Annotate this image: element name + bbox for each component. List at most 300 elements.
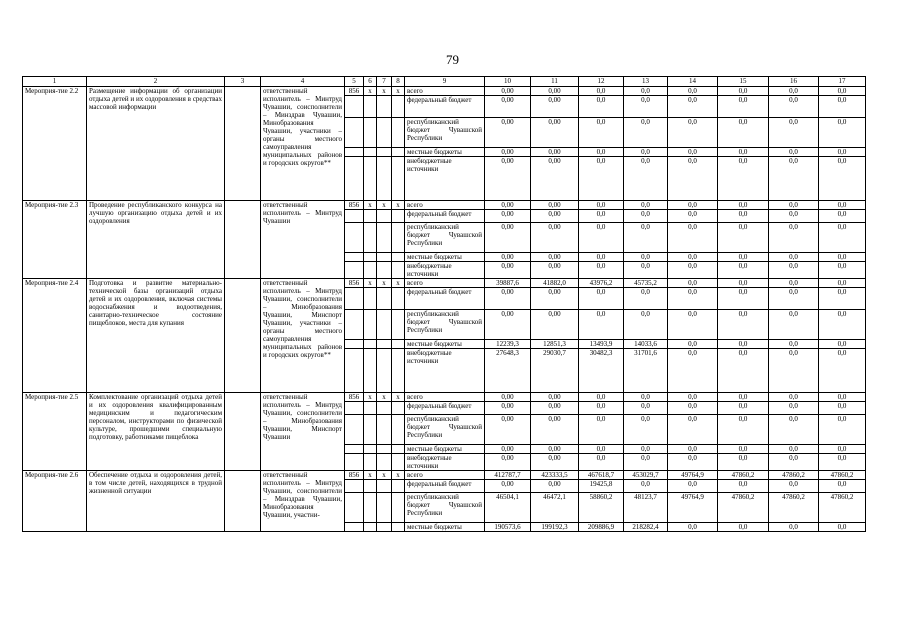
amount-cell: 0,0 (624, 157, 668, 201)
amount-cell: 0,0 (624, 288, 668, 310)
empty-code-cell (392, 493, 405, 523)
empty-code-cell (364, 480, 377, 493)
empty-code-cell (364, 415, 377, 445)
empty-code-cell (364, 349, 377, 393)
amount-cell: 39887,6 (485, 279, 531, 288)
amount-cell: 0,0 (579, 402, 624, 415)
amount-cell: 13493,9 (579, 340, 624, 349)
empty-code-cell (377, 157, 392, 201)
amount-cell: 0,00 (485, 118, 531, 148)
funding-source: республиканский бюджет Чувашской Республики (405, 493, 485, 523)
measure-executors: ответственный исполнитель – Минтруд Чувашии, соисполнители – Минобразования Чувашии, Минспорт Чувашии, участники – органы местного самоуправления муниципальных районов и городских округов** (261, 279, 345, 393)
amount-cell: 0,00 (531, 454, 579, 471)
amount-cell: 0,0 (579, 210, 624, 223)
amount-cell: 412787,7 (485, 471, 531, 480)
measure-name: Мероприя-тие 2.3 (23, 201, 87, 279)
amount-cell: 0,0 (769, 310, 819, 340)
measure-col3 (225, 87, 261, 201)
amount-cell: 218282,4 (624, 523, 668, 532)
funding-source: федеральный бюджет (405, 402, 485, 415)
empty-code-cell (345, 157, 364, 201)
header-cell: 13 (624, 77, 668, 87)
amount-cell: 0,0 (579, 262, 624, 279)
amount-cell: 0,0 (819, 262, 866, 279)
amount-cell: 0,0 (668, 393, 718, 402)
header-cell: 11 (531, 77, 579, 87)
amount-cell: 0,0 (819, 454, 866, 471)
amount-cell: 27648,3 (485, 349, 531, 393)
amount-cell: 0,0 (718, 118, 769, 148)
amount-cell: 0,0 (769, 223, 819, 253)
empty-code-cell (377, 402, 392, 415)
empty-code-cell (364, 223, 377, 253)
amount-cell: 14033,6 (624, 340, 668, 349)
funding-source: всего (405, 471, 485, 480)
amount-cell: 0,0 (668, 201, 718, 210)
empty-code-cell (345, 310, 364, 340)
amount-cell: 0,0 (769, 201, 819, 210)
empty-code-cell (345, 96, 364, 118)
amount-cell: 0,0 (668, 402, 718, 415)
amount-cell: 0,0 (718, 454, 769, 471)
amount-cell: 0,0 (624, 87, 668, 96)
amount-cell: 0,0 (819, 480, 866, 493)
header-cell: 15 (718, 77, 769, 87)
funding-source: республиканский бюджет Чувашской Республики (405, 223, 485, 253)
empty-code-cell (377, 445, 392, 454)
empty-code-cell (392, 148, 405, 157)
empty-code-cell (392, 454, 405, 471)
budget-code: 856 (345, 87, 364, 96)
amount-cell: 47860,2 (718, 493, 769, 523)
amount-cell: 0,0 (668, 480, 718, 493)
amount-cell: 0,0 (769, 340, 819, 349)
header-cell: 17 (819, 77, 866, 87)
amount-cell: 0,0 (819, 402, 866, 415)
amount-cell: 0,0 (819, 157, 866, 201)
funding-source: местные бюджеты (405, 523, 485, 532)
measure-executors: ответственный исполнитель – Минтруд Чувашии, соисполнители – Минздрав Чувашии, Минобразования Чувашии, участники – органы местного самоуправления муниципальных районов и городских округов** (261, 87, 345, 201)
amount-cell: 0,0 (819, 201, 866, 210)
amount-cell: 0,0 (769, 118, 819, 148)
funding-source: всего (405, 87, 485, 96)
empty-code-cell (392, 415, 405, 445)
amount-cell: 0,00 (485, 253, 531, 262)
amount-cell: 0,0 (819, 445, 866, 454)
amount-cell: 0,0 (819, 288, 866, 310)
empty-code-cell (364, 210, 377, 223)
amount-cell: 0,0 (668, 262, 718, 279)
measure-description: Комплектование организаций отдыха детей и их оздоровления квалифицированным медицинским и педагогическим персоналом, инструкторами по физической культуре, прошедшими специальную подготовку, работниками пищеблока (87, 393, 225, 471)
amount-cell: 0,0 (579, 253, 624, 262)
amount-cell: 0,0 (668, 157, 718, 201)
amount-cell: 0,00 (485, 415, 531, 445)
amount-cell: 0,0 (668, 310, 718, 340)
amount-cell: 0,0 (624, 96, 668, 118)
amount-cell: 0,0 (769, 393, 819, 402)
funding-source: внебюджетные источники (405, 349, 485, 393)
header-cell: 2 (87, 77, 225, 87)
amount-cell: 0,0 (718, 201, 769, 210)
amount-cell: 0,0 (769, 523, 819, 532)
amount-cell: 0,00 (531, 148, 579, 157)
amount-cell: 0,00 (485, 393, 531, 402)
code-x: x (364, 87, 377, 96)
amount-cell: 209886,9 (579, 523, 624, 532)
empty-code-cell (364, 253, 377, 262)
amount-cell: 0,0 (668, 253, 718, 262)
measure-name: Мероприя-тие 2.5 (23, 393, 87, 471)
funding-source: республиканский бюджет Чувашской Республики (405, 415, 485, 445)
empty-code-cell (377, 349, 392, 393)
funding-source: республиканский бюджет Чувашской Республики (405, 310, 485, 340)
amount-cell: 0,0 (668, 148, 718, 157)
amount-cell: 0,00 (485, 157, 531, 201)
amount-cell: 0,0 (718, 480, 769, 493)
amount-cell: 0,0 (624, 262, 668, 279)
amount-cell: 0,00 (531, 393, 579, 402)
code-x: x (364, 471, 377, 480)
empty-code-cell (364, 148, 377, 157)
header-cell: 14 (668, 77, 718, 87)
empty-code-cell (377, 310, 392, 340)
table-row (23, 279, 866, 288)
amount-cell: 0,00 (485, 210, 531, 223)
funding-source: местные бюджеты (405, 445, 485, 454)
amount-cell: 29030,7 (531, 349, 579, 393)
empty-code-cell (345, 223, 364, 253)
amount-cell: 0,00 (485, 148, 531, 157)
code-x: x (377, 87, 392, 96)
amount-cell: 0,0 (769, 210, 819, 223)
funding-source: федеральный бюджет (405, 96, 485, 118)
header-cell: 16 (769, 77, 819, 87)
empty-code-cell (392, 253, 405, 262)
amount-cell: 58860,2 (579, 493, 624, 523)
amount-cell: 0,00 (531, 210, 579, 223)
amount-cell: 0,00 (531, 157, 579, 201)
funding-source: федеральный бюджет (405, 210, 485, 223)
amount-cell: 0,0 (819, 349, 866, 393)
amount-cell: 0,00 (485, 87, 531, 96)
header-cell: 3 (225, 77, 261, 87)
empty-code-cell (377, 262, 392, 279)
amount-cell: 43976,2 (579, 279, 624, 288)
code-x: x (377, 201, 392, 210)
amount-cell: 0,0 (718, 393, 769, 402)
header-cell: 12 (579, 77, 624, 87)
empty-code-cell (392, 523, 405, 532)
header-cell: 4 (261, 77, 345, 87)
empty-code-cell (392, 157, 405, 201)
empty-code-cell (392, 223, 405, 253)
amount-cell: 0,0 (624, 393, 668, 402)
header-cell: 7 (377, 77, 392, 87)
amount-cell: 0,0 (769, 454, 819, 471)
code-x: x (392, 471, 405, 480)
amount-cell: 0,0 (819, 523, 866, 532)
amount-cell: 0,0 (718, 253, 769, 262)
amount-cell: 0,0 (718, 402, 769, 415)
amount-cell: 0,0 (624, 118, 668, 148)
budget-code: 856 (345, 393, 364, 402)
empty-code-cell (377, 480, 392, 493)
empty-code-cell (364, 288, 377, 310)
empty-code-cell (377, 148, 392, 157)
amount-cell: 0,00 (485, 402, 531, 415)
budget-code: 856 (345, 201, 364, 210)
amount-cell: 0,0 (769, 402, 819, 415)
amount-cell: 0,0 (668, 454, 718, 471)
amount-cell: 0,0 (668, 96, 718, 118)
empty-code-cell (364, 445, 377, 454)
funding-source: внебюджетные источники (405, 262, 485, 279)
amount-cell: 47860,2 (769, 493, 819, 523)
funding-source: внебюджетные источники (405, 454, 485, 471)
empty-code-cell (377, 223, 392, 253)
empty-code-cell (377, 210, 392, 223)
empty-code-cell (345, 445, 364, 454)
amount-cell: 0,00 (531, 223, 579, 253)
amount-cell: 0,0 (718, 340, 769, 349)
amount-cell: 190573,6 (485, 523, 531, 532)
empty-code-cell (345, 340, 364, 349)
amount-cell: 47860,2 (819, 493, 866, 523)
empty-code-cell (377, 340, 392, 349)
budget-table (22, 76, 866, 532)
amount-cell: 0,0 (579, 288, 624, 310)
header-cell: 10 (485, 77, 531, 87)
amount-cell: 199192,3 (531, 523, 579, 532)
amount-cell: 0,0 (668, 415, 718, 445)
amount-cell: 0,00 (531, 480, 579, 493)
amount-cell: 0,0 (624, 454, 668, 471)
amount-cell: 0,0 (718, 445, 769, 454)
amount-cell: 0,0 (819, 310, 866, 340)
measure-name: Мероприя-тие 2.6 (23, 471, 87, 532)
code-x: x (377, 471, 392, 480)
empty-code-cell (392, 118, 405, 148)
empty-code-cell (345, 210, 364, 223)
header-row (23, 77, 866, 87)
funding-source: федеральный бюджет (405, 480, 485, 493)
amount-cell: 0,00 (485, 201, 531, 210)
amount-cell: 0,0 (718, 523, 769, 532)
funding-source: внебюджетные источники (405, 157, 485, 201)
amount-cell: 0,0 (668, 210, 718, 223)
code-x: x (364, 201, 377, 210)
empty-code-cell (392, 349, 405, 393)
amount-cell: 0,0 (624, 445, 668, 454)
amount-cell: 453029,7 (624, 471, 668, 480)
funding-source: всего (405, 279, 485, 288)
funding-source: республиканский бюджет Чувашской Республики (405, 118, 485, 148)
amount-cell: 0,0 (624, 310, 668, 340)
amount-cell: 0,00 (531, 415, 579, 445)
funding-source: местные бюджеты (405, 253, 485, 262)
amount-cell: 0,0 (718, 349, 769, 393)
empty-code-cell (345, 523, 364, 532)
measure-col3 (225, 471, 261, 532)
measure-col3 (225, 279, 261, 393)
empty-code-cell (377, 253, 392, 262)
header-cell: 8 (392, 77, 405, 87)
amount-cell: 0,0 (579, 96, 624, 118)
amount-cell: 0,0 (624, 148, 668, 157)
empty-code-cell (377, 415, 392, 445)
amount-cell: 0,00 (531, 288, 579, 310)
empty-code-cell (345, 493, 364, 523)
amount-cell: 0,0 (718, 279, 769, 288)
amount-cell: 49764,9 (668, 471, 718, 480)
measure-description: Проведение республиканского конкурса на лучшую организацию отдыха детей и их оздоровления (87, 201, 225, 279)
code-x: x (377, 279, 392, 288)
amount-cell: 0,0 (624, 480, 668, 493)
amount-cell: 0,00 (485, 445, 531, 454)
amount-cell: 0,0 (718, 288, 769, 310)
code-x: x (364, 279, 377, 288)
empty-code-cell (377, 454, 392, 471)
amount-cell: 0,0 (624, 402, 668, 415)
amount-cell: 0,00 (485, 310, 531, 340)
code-x: x (364, 393, 377, 402)
empty-code-cell (345, 454, 364, 471)
amount-cell: 0,0 (819, 96, 866, 118)
amount-cell: 41882,0 (531, 279, 579, 288)
amount-cell: 0,0 (769, 96, 819, 118)
amount-cell: 0,0 (769, 288, 819, 310)
measure-col3 (225, 201, 261, 279)
amount-cell: 0,0 (624, 253, 668, 262)
amount-cell: 0,0 (769, 148, 819, 157)
empty-code-cell (345, 262, 364, 279)
amount-cell: 0,0 (624, 201, 668, 210)
amount-cell: 0,0 (819, 148, 866, 157)
amount-cell: 47860,2 (718, 471, 769, 480)
page-number: 79 (446, 52, 459, 67)
amount-cell: 0,00 (531, 201, 579, 210)
funding-source: местные бюджеты (405, 148, 485, 157)
empty-code-cell (345, 415, 364, 445)
empty-code-cell (364, 454, 377, 471)
empty-code-cell (392, 402, 405, 415)
funding-source: местные бюджеты (405, 340, 485, 349)
empty-code-cell (364, 493, 377, 523)
amount-cell: 0,0 (579, 118, 624, 148)
empty-code-cell (345, 480, 364, 493)
amount-cell: 49764,9 (668, 493, 718, 523)
budget-code: 856 (345, 279, 364, 288)
empty-code-cell (364, 523, 377, 532)
amount-cell: 0,0 (668, 118, 718, 148)
amount-cell: 0,0 (819, 210, 866, 223)
code-x: x (392, 87, 405, 96)
empty-code-cell (364, 157, 377, 201)
empty-code-cell (392, 340, 405, 349)
code-x: x (392, 393, 405, 402)
empty-code-cell (377, 493, 392, 523)
empty-code-cell (364, 96, 377, 118)
amount-cell: 0,0 (668, 279, 718, 288)
amount-cell: 47860,2 (819, 471, 866, 480)
empty-code-cell (364, 262, 377, 279)
amount-cell: 0,0 (819, 340, 866, 349)
empty-code-cell (345, 118, 364, 148)
amount-cell: 47860,2 (769, 471, 819, 480)
amount-cell: 0,0 (769, 349, 819, 393)
header-cell: 6 (364, 77, 377, 87)
amount-cell: 0,0 (819, 393, 866, 402)
amount-cell: 19425,8 (579, 480, 624, 493)
empty-code-cell (392, 288, 405, 310)
amount-cell: 0,0 (668, 445, 718, 454)
amount-cell: 0,00 (485, 288, 531, 310)
amount-cell: 0,0 (819, 253, 866, 262)
amount-cell: 0,0 (718, 262, 769, 279)
amount-cell: 0,0 (579, 157, 624, 201)
amount-cell: 0,0 (718, 310, 769, 340)
empty-code-cell (345, 349, 364, 393)
amount-cell: 46472,1 (531, 493, 579, 523)
amount-cell: 0,0 (579, 445, 624, 454)
amount-cell: 0,0 (668, 288, 718, 310)
funding-source: всего (405, 393, 485, 402)
amount-cell: 0,00 (531, 262, 579, 279)
amount-cell: 0,0 (769, 157, 819, 201)
empty-code-cell (392, 480, 405, 493)
code-x: x (377, 393, 392, 402)
code-x: x (392, 201, 405, 210)
amount-cell: 0,0 (819, 87, 866, 96)
amount-cell: 0,0 (819, 118, 866, 148)
amount-cell: 0,0 (579, 393, 624, 402)
amount-cell: 0,0 (668, 340, 718, 349)
amount-cell: 0,0 (769, 253, 819, 262)
amount-cell: 0,0 (769, 262, 819, 279)
amount-cell: 0,0 (819, 279, 866, 288)
empty-code-cell (392, 310, 405, 340)
empty-code-cell (364, 402, 377, 415)
measure-description: Размещение информации об организации отдыха детей и их оздоровления в средствах массовой информации (87, 87, 225, 201)
amount-cell: 0,0 (769, 480, 819, 493)
amount-cell: 0,0 (579, 148, 624, 157)
measure-description: Обеспечение отдыха и оздоровления детей, в том числе детей, находящихся в трудной жизненной ситуации (87, 471, 225, 532)
amount-cell: 0,00 (485, 480, 531, 493)
measure-name: Мероприя-тие 2.4 (23, 279, 87, 393)
header-cell: 5 (345, 77, 364, 87)
amount-cell: 423333,5 (531, 471, 579, 480)
empty-code-cell (392, 96, 405, 118)
table-row (23, 393, 866, 402)
header-cell: 9 (405, 77, 485, 87)
amount-cell: 0,0 (718, 223, 769, 253)
amount-cell: 0,0 (718, 96, 769, 118)
empty-code-cell (392, 262, 405, 279)
empty-code-cell (364, 310, 377, 340)
amount-cell: 0,0 (579, 87, 624, 96)
table-row (23, 201, 866, 210)
measure-executors: ответственный исполнитель – Минтруд Чувашии, соисполнители – Минздрав Чувашии, Минобразования Чувашии, участни- (261, 471, 345, 532)
amount-cell: 0,00 (485, 96, 531, 118)
amount-cell: 0,0 (769, 87, 819, 96)
amount-cell: 31701,6 (624, 349, 668, 393)
amount-cell: 0,0 (668, 349, 718, 393)
amount-cell: 0,0 (769, 415, 819, 445)
amount-cell: 0,00 (531, 87, 579, 96)
budget-code: 856 (345, 471, 364, 480)
empty-code-cell (377, 288, 392, 310)
header-cell: 1 (23, 77, 87, 87)
